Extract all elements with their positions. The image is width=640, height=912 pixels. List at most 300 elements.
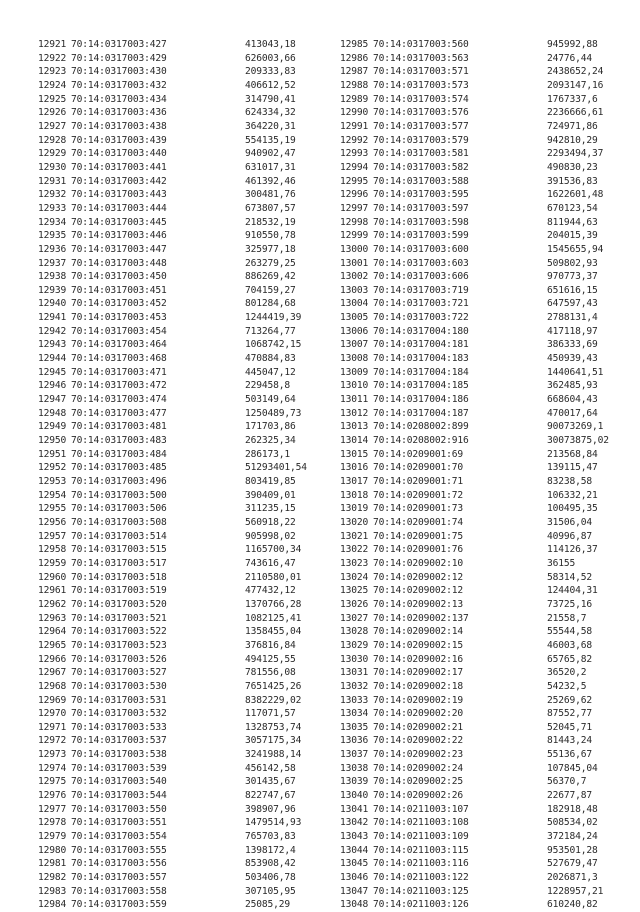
table-row	[340, 120, 609, 134]
row-number: 12980	[38, 844, 67, 856]
row-number: 12998	[340, 216, 369, 228]
table-row	[340, 284, 609, 298]
cadastral-value: 51293401,54	[245, 462, 307, 474]
cadastral-number: 70:14:0317003:722	[373, 312, 469, 324]
table-row	[38, 516, 307, 530]
row-number: 13042	[340, 817, 369, 829]
cadastral-value: 314790,41	[245, 93, 296, 105]
table-row	[340, 625, 609, 639]
cadastral-value: 970773,37	[547, 271, 598, 283]
cadastral-number: 70:14:0317003:554	[71, 831, 167, 843]
row-number: 12944	[38, 353, 67, 365]
table-row	[38, 898, 307, 912]
row-number: 12966	[38, 653, 67, 665]
cadastral-value: 139115,47	[547, 462, 598, 474]
table-row	[340, 297, 609, 311]
cadastral-value: 325977,18	[245, 243, 296, 255]
cadastral-number: 70:14:0317003:430	[71, 66, 167, 78]
cadastral-value: 724971,86	[547, 120, 598, 132]
cadastral-number: 70:14:0209002:18	[373, 680, 464, 692]
row-number: 12991	[340, 120, 369, 132]
cadastral-value: 1545655,94	[547, 243, 604, 255]
cadastral-number: 70:14:0209002:14	[373, 626, 464, 638]
cadastral-number: 70:14:0317003:518	[71, 571, 167, 583]
cadastral-number: 70:14:0317003:477	[71, 407, 167, 419]
table-row	[340, 598, 609, 612]
cadastral-value: 560918,22	[245, 516, 296, 528]
table-row	[340, 202, 609, 216]
row-number: 13040	[340, 790, 369, 802]
row-number: 12999	[340, 230, 369, 242]
cadastral-number: 70:14:0317003:600	[373, 243, 469, 255]
table-row	[38, 325, 307, 339]
cadastral-value: 182918,48	[547, 803, 598, 815]
row-number: 13010	[340, 380, 369, 392]
cadastral-number: 70:14:0317003:603	[373, 257, 469, 269]
table-row	[38, 147, 307, 161]
row-number: 13007	[340, 339, 369, 351]
cadastral-number: 70:14:0208002:899	[373, 421, 469, 433]
cadastral-value: 30073875,02	[547, 435, 609, 447]
cadastral-number: 70:14:0317003:599	[373, 230, 469, 242]
row-number: 13016	[340, 462, 369, 474]
table-row	[38, 584, 307, 598]
table-row	[38, 366, 307, 380]
cadastral-number: 70:14:0317003:573	[373, 79, 469, 91]
cadastral-number: 70:14:0317003:571	[373, 66, 469, 78]
row-number: 12957	[38, 530, 67, 542]
row-number: 12969	[38, 694, 67, 706]
cadastral-value: 626003,66	[245, 52, 296, 64]
cadastral-number: 70:14:0317003:526	[71, 653, 167, 665]
cadastral-number: 70:14:0211003:109	[373, 831, 469, 843]
cadastral-value: 1358455,04	[245, 626, 302, 638]
table-row	[38, 161, 307, 175]
table-row	[38, 734, 307, 748]
cadastral-number: 70:14:0208002:916	[373, 435, 469, 447]
table-row	[340, 898, 609, 912]
table-row	[38, 598, 307, 612]
row-number: 12997	[340, 202, 369, 214]
row-number: 12996	[340, 189, 369, 201]
left-column	[38, 38, 307, 912]
row-number: 12958	[38, 544, 67, 556]
cadastral-number: 70:14:0317003:540	[71, 776, 167, 788]
table-row	[340, 639, 609, 653]
table-row	[340, 680, 609, 694]
row-number: 13013	[340, 421, 369, 433]
row-number: 12954	[38, 489, 67, 501]
cadastral-value: 1082125,41	[245, 612, 302, 624]
cadastral-value: 8382229,02	[245, 694, 302, 706]
cadastral-number: 70:14:0317003:556	[71, 858, 167, 870]
row-number: 12970	[38, 708, 67, 720]
row-number: 12977	[38, 803, 67, 815]
cadastral-number: 70:14:0317003:468	[71, 353, 167, 365]
cadastral-number: 70:14:0211003:125	[373, 885, 469, 897]
row-number: 12965	[38, 639, 67, 651]
cadastral-value: 413043,18	[245, 39, 296, 50]
table-row	[340, 803, 609, 817]
cadastral-number: 70:14:0317003:719	[373, 284, 469, 296]
row-number: 13026	[340, 598, 369, 610]
table-row	[38, 830, 307, 844]
cadastral-number: 70:14:0209002:10	[373, 557, 464, 569]
table-row	[38, 475, 307, 489]
row-number: 13005	[340, 312, 369, 324]
table-row	[38, 106, 307, 120]
row-number: 13033	[340, 694, 369, 706]
cadastral-value: 940902,47	[245, 148, 296, 160]
row-number: 12939	[38, 284, 67, 296]
cadastral-number: 70:14:0317003:453	[71, 312, 167, 324]
table-row	[38, 666, 307, 680]
cadastral-number: 70:14:0317003:496	[71, 476, 167, 487]
row-number: 13046	[340, 872, 369, 884]
cadastral-number: 70:14:0317003:506	[71, 503, 167, 515]
table-row	[340, 407, 609, 421]
cadastral-number: 70:14:0209002:24	[373, 762, 464, 774]
row-number: 12926	[38, 107, 67, 119]
cadastral-value: 24776,44	[547, 52, 593, 64]
cadastral-number: 70:14:0317003:537	[71, 735, 167, 747]
cadastral-number: 70:14:0317003:530	[71, 680, 167, 692]
table-row	[38, 393, 307, 407]
cadastral-value: 822747,67	[245, 790, 296, 802]
cadastral-number: 70:14:0317003:439	[71, 134, 167, 146]
table-row	[340, 420, 609, 434]
table-row	[38, 407, 307, 421]
cadastral-number: 70:14:0317003:551	[71, 817, 167, 829]
cadastral-number: 70:14:0317003:483	[71, 435, 167, 447]
cadastral-value: 647597,43	[547, 298, 598, 310]
table-row	[38, 707, 307, 721]
table-row	[38, 694, 307, 708]
table-row	[340, 612, 609, 626]
cadastral-value: 55544,58	[547, 626, 593, 638]
cadastral-number: 70:14:0317003:532	[71, 708, 167, 720]
cadastral-value: 945992,88	[547, 39, 598, 50]
table-row	[38, 243, 307, 257]
cadastral-value: 673807,57	[245, 202, 296, 214]
row-number: 12935	[38, 230, 67, 242]
cadastral-value: 36520,2	[547, 667, 587, 679]
cadastral-value: 376816,84	[245, 639, 296, 651]
cadastral-value: 1228957,21	[547, 885, 604, 897]
cadastral-value: 456142,58	[245, 762, 296, 774]
cadastral-number: 70:14:0211003:108	[373, 817, 469, 829]
row-number: 13022	[340, 544, 369, 556]
table-row	[340, 857, 609, 871]
cadastral-number: 70:14:0317003:527	[71, 667, 167, 679]
cadastral-number: 70:14:0317003:588	[373, 175, 469, 187]
cadastral-value: 953501,28	[547, 844, 598, 856]
cadastral-number: 70:14:0317003:438	[71, 120, 167, 132]
row-number: 12994	[340, 161, 369, 173]
table-row	[38, 434, 307, 448]
cadastral-value: 470017,64	[547, 407, 598, 419]
row-number: 12973	[38, 749, 67, 761]
cadastral-number: 70:14:0317003:436	[71, 107, 167, 119]
cadastral-number: 70:14:0317003:560	[373, 39, 469, 50]
cadastral-value: 209333,83	[245, 66, 296, 78]
cadastral-number: 70:14:0317003:485	[71, 462, 167, 474]
cadastral-value: 36155	[547, 557, 576, 569]
table-row	[38, 202, 307, 216]
row-number: 13037	[340, 749, 369, 761]
row-number: 12962	[38, 598, 67, 610]
table-row	[340, 106, 609, 120]
cadastral-number: 70:14:0209002:12	[373, 571, 464, 583]
row-number: 12971	[38, 721, 67, 733]
table-row	[340, 393, 609, 407]
cadastral-value: 527679,47	[547, 858, 598, 870]
table-row	[38, 134, 307, 148]
row-number: 12974	[38, 762, 67, 774]
cadastral-number: 70:14:0317003:427	[71, 39, 167, 50]
cadastral-number: 70:14:0317003:522	[71, 626, 167, 638]
table-row	[340, 475, 609, 489]
cadastral-number: 70:14:0317003:515	[71, 544, 167, 556]
table-row	[340, 79, 609, 93]
row-number: 12943	[38, 339, 67, 351]
table-row	[38, 530, 307, 544]
cadastral-value: 942810,29	[547, 134, 598, 146]
cadastral-number: 70:14:0317004:183	[373, 353, 469, 365]
cadastral-number: 70:14:0317003:442	[71, 175, 167, 187]
cadastral-number: 70:14:0317003:508	[71, 516, 167, 528]
table-row	[340, 571, 609, 585]
row-number: 12979	[38, 831, 67, 843]
cadastral-number: 70:14:0317003:577	[373, 120, 469, 132]
table-row	[340, 762, 609, 776]
row-number: 13044	[340, 844, 369, 856]
table-row	[340, 161, 609, 175]
cadastral-value: 765703,83	[245, 831, 296, 843]
cadastral-value: 477432,12	[245, 585, 296, 597]
cadastral-value: 886269,42	[245, 271, 296, 283]
cadastral-value: 372184,24	[547, 831, 598, 843]
row-number: 12925	[38, 93, 67, 105]
row-number: 13045	[340, 858, 369, 870]
row-number: 12929	[38, 148, 67, 160]
cadastral-value: 461392,46	[245, 175, 296, 187]
cadastral-value: 503406,78	[245, 872, 296, 884]
cadastral-number: 70:14:0209001:76	[373, 544, 464, 556]
cadastral-number: 70:14:0209002:13	[373, 598, 464, 610]
table-row	[340, 502, 609, 516]
cadastral-value: 286173,1	[245, 448, 291, 460]
cadastral-number: 70:14:0317004:181	[373, 339, 469, 351]
cadastral-number: 70:14:0317003:434	[71, 93, 167, 105]
table-row	[38, 816, 307, 830]
table-row	[38, 284, 307, 298]
cadastral-value: 494125,55	[245, 653, 296, 665]
table-row	[38, 844, 307, 858]
cadastral-value: 391536,83	[547, 175, 598, 187]
cadastral-value: 7651425,26	[245, 680, 302, 692]
table-row	[340, 530, 609, 544]
table-row	[340, 489, 609, 503]
row-number: 13019	[340, 503, 369, 515]
cadastral-value: 2236666,61	[547, 107, 604, 119]
row-number: 12975	[38, 776, 67, 788]
cadastral-value: 1165700,34	[245, 544, 302, 556]
row-number: 12964	[38, 626, 67, 638]
table-row	[38, 257, 307, 271]
table-row	[340, 871, 609, 885]
cadastral-number: 70:14:0317003:559	[71, 899, 167, 911]
row-number: 12953	[38, 476, 67, 487]
cadastral-number: 70:14:0317003:474	[71, 394, 167, 406]
cadastral-value: 450939,43	[547, 353, 598, 365]
cadastral-number: 70:14:0317003:531	[71, 694, 167, 706]
table-row	[340, 243, 609, 257]
cadastral-value: 171703,86	[245, 421, 296, 433]
cadastral-number: 70:14:0317003:444	[71, 202, 167, 214]
table-row	[340, 93, 609, 107]
cadastral-value: 87552,77	[547, 708, 593, 720]
cadastral-value: 40996,87	[547, 530, 593, 542]
table-row	[38, 803, 307, 817]
cadastral-value: 1068742,15	[245, 339, 302, 351]
cadastral-value: 554135,19	[245, 134, 296, 146]
cadastral-value: 55136,67	[547, 749, 593, 761]
cadastral-value: 124404,31	[547, 585, 598, 597]
row-number: 13047	[340, 885, 369, 897]
row-number: 12927	[38, 120, 67, 132]
cadastral-value: 803419,85	[245, 476, 296, 487]
cadastral-number: 70:14:0211003:126	[373, 899, 469, 911]
cadastral-number: 70:14:0317003:481	[71, 421, 167, 433]
row-number: 13036	[340, 735, 369, 747]
cadastral-value: 417118,97	[547, 325, 598, 337]
row-number: 12950	[38, 435, 67, 447]
table-row	[340, 434, 609, 448]
table-row	[340, 830, 609, 844]
cadastral-value: 508534,02	[547, 817, 598, 829]
table-row	[38, 557, 307, 571]
row-number: 12932	[38, 189, 67, 201]
row-number: 12923	[38, 66, 67, 78]
table-row	[38, 188, 307, 202]
row-number: 13043	[340, 831, 369, 843]
table-row	[38, 571, 307, 585]
cadastral-number: 70:14:0317003:550	[71, 803, 167, 815]
table-row	[340, 653, 609, 667]
table-row	[340, 707, 609, 721]
cadastral-number: 70:14:0317003:598	[373, 216, 469, 228]
cadastral-number: 70:14:0317003:432	[71, 79, 167, 91]
cadastral-value: 905998,02	[245, 530, 296, 542]
cadastral-number: 70:14:0317003:441	[71, 161, 167, 173]
cadastral-number: 70:14:0317003:544	[71, 790, 167, 802]
row-number: 13038	[340, 762, 369, 774]
row-number: 13024	[340, 571, 369, 583]
row-number: 12941	[38, 312, 67, 324]
cadastral-value: 56370,7	[547, 776, 587, 788]
table-row	[340, 257, 609, 271]
table-row	[340, 366, 609, 380]
row-number: 13030	[340, 653, 369, 665]
table-row	[38, 379, 307, 393]
table-row	[38, 229, 307, 243]
cadastral-value: 398907,96	[245, 803, 296, 815]
cadastral-number: 70:14:0317003:595	[373, 189, 469, 201]
cadastral-number: 70:14:0317003:597	[373, 202, 469, 214]
table-row	[340, 270, 609, 284]
cadastral-value: 743616,47	[245, 557, 296, 569]
cadastral-value: 73725,16	[547, 598, 593, 610]
cadastral-number: 70:14:0317004:187	[373, 407, 469, 419]
cadastral-value: 490830,23	[547, 161, 598, 173]
row-number: 12934	[38, 216, 67, 228]
cadastral-value: 390409,01	[245, 489, 296, 501]
row-number: 12955	[38, 503, 67, 515]
row-number: 12985	[340, 39, 369, 50]
table-row	[38, 270, 307, 284]
cadastral-number: 70:14:0317004:185	[373, 380, 469, 392]
cadastral-number: 70:14:0211003:116	[373, 858, 469, 870]
cadastral-number: 70:14:0317003:520	[71, 598, 167, 610]
cadastral-number: 70:14:0209002:137	[373, 612, 469, 624]
table-row	[340, 721, 609, 735]
cadastral-value: 2110580,01	[245, 571, 302, 583]
table-row	[38, 625, 307, 639]
row-number: 13000	[340, 243, 369, 255]
table-row	[38, 352, 307, 366]
cadastral-value: 781556,08	[245, 667, 296, 679]
row-number: 12978	[38, 817, 67, 829]
cadastral-number: 70:14:0317003:514	[71, 530, 167, 542]
cadastral-number: 70:14:0317003:721	[373, 298, 469, 310]
cadastral-number: 70:14:0209002:25	[373, 776, 464, 788]
row-number: 13006	[340, 325, 369, 337]
table-row	[38, 120, 307, 134]
cadastral-number: 70:14:0211003:115	[373, 844, 469, 856]
cadastral-value: 631017,31	[245, 161, 296, 173]
table-row	[340, 311, 609, 325]
table-row	[38, 775, 307, 789]
table-row	[38, 38, 307, 52]
table-row	[340, 325, 609, 339]
table-row	[340, 352, 609, 366]
row-number: 12922	[38, 52, 67, 64]
cadastral-value: 90073269,1	[547, 421, 604, 433]
row-number: 13041	[340, 803, 369, 815]
row-number: 13004	[340, 298, 369, 310]
row-number: 13034	[340, 708, 369, 720]
cadastral-value: 218532,19	[245, 216, 296, 228]
cadastral-value: 25085,29	[245, 899, 291, 911]
cadastral-number: 70:14:0317003:448	[71, 257, 167, 269]
table-row	[340, 338, 609, 352]
cadastral-value: 1244419,39	[245, 312, 302, 324]
table-row	[38, 311, 307, 325]
cadastral-number: 70:14:0209002:12	[373, 585, 464, 597]
table-row	[340, 461, 609, 475]
cadastral-number: 70:14:0317003:452	[71, 298, 167, 310]
table-row	[38, 65, 307, 79]
cadastral-number: 70:14:0317003:450	[71, 271, 167, 283]
cadastral-value: 610240,82	[547, 899, 598, 911]
table-row	[38, 748, 307, 762]
cadastral-number: 70:14:0317003:500	[71, 489, 167, 501]
cadastral-value: 65765,82	[547, 653, 593, 665]
table-row	[38, 857, 307, 871]
row-number: 12928	[38, 134, 67, 146]
cadastral-value: 670123,54	[547, 202, 598, 214]
